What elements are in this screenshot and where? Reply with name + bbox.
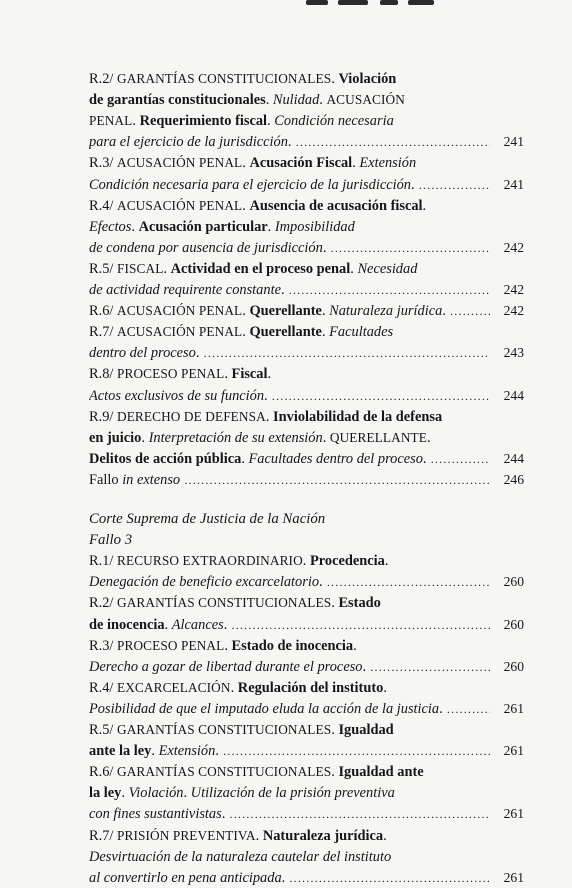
index-entry-line	[89, 572, 524, 592]
entry-label: PENAL	[89, 113, 133, 128]
entry-label: .	[141, 430, 149, 446]
entry-text	[89, 551, 490, 571]
entry-label: .	[422, 198, 427, 214]
entry-text	[89, 301, 490, 321]
entry-label: PROCESO PENAL	[117, 638, 225, 653]
entry-keyword: Requerimiento fiscal	[139, 113, 268, 129]
entry-keyword: Ausencia de acusación fiscal	[249, 198, 423, 214]
entry-subject: de condena por ausencia de jurisdicción	[89, 240, 323, 256]
entry-subject: Necesidad	[357, 261, 418, 277]
entry-text	[89, 238, 490, 258]
entry-keyword: Inviolabilidad de la defensa	[273, 409, 443, 425]
index-entry-line	[89, 657, 524, 677]
page-number: 261	[494, 741, 524, 761]
entry-label: .	[383, 828, 387, 844]
entry-label: Fallo	[89, 472, 123, 488]
index-entry-line	[89, 132, 524, 152]
entry-keyword: de inocencia	[89, 617, 165, 633]
entry-text	[89, 804, 490, 824]
index-entry-line	[89, 551, 524, 571]
entry-label: .	[267, 113, 275, 129]
index-entry-line	[89, 428, 524, 448]
entry-label: EXCARCELACIÓN	[117, 680, 231, 695]
index-entry-line	[89, 868, 524, 888]
entry-text	[89, 657, 490, 677]
page-number: 241	[494, 175, 524, 195]
entry-keyword: Igualdad ante	[338, 764, 424, 780]
entry-text	[89, 615, 490, 635]
page-number: 241	[494, 132, 524, 152]
entry-label: .	[331, 71, 339, 87]
entry-keyword: Fiscal	[231, 366, 268, 382]
entry-label: .	[163, 261, 171, 277]
entry-keyword: en juicio	[89, 430, 142, 446]
index-entry-line	[89, 343, 524, 363]
index-entry-line	[89, 636, 524, 656]
entry-keyword: ante la ley	[89, 743, 152, 759]
page-number: 261	[494, 699, 524, 719]
index-entry-line	[89, 783, 524, 803]
entry-label: R.3/	[89, 638, 117, 654]
entry-keyword: Acusación Fiscal	[249, 155, 353, 171]
entry-label: .	[224, 638, 232, 654]
entry-label: .	[241, 451, 249, 467]
entry-text	[89, 509, 490, 529]
page-number: 261	[494, 868, 524, 888]
index-entry-line	[89, 678, 524, 698]
entry-subject: in extenso	[122, 472, 181, 488]
entry-label: .	[439, 701, 443, 717]
entry-text	[89, 217, 490, 237]
entry-keyword: la ley	[89, 785, 122, 801]
entry-text	[89, 720, 490, 740]
index-entry-line	[89, 280, 524, 300]
index-entry-line	[89, 699, 524, 719]
entry-text	[89, 678, 490, 698]
entry-text	[89, 386, 490, 406]
entry-subject: Facultades	[329, 324, 394, 340]
entry-label: .	[132, 113, 140, 129]
entry-label: GARANTÍAS CONSTITUCIONALES	[117, 595, 332, 610]
entry-subject: Facultades dentro del proceso	[248, 451, 423, 467]
entry-label: .	[422, 451, 427, 467]
entry-label: ACUSACIÓN	[326, 92, 405, 107]
page-number: 260	[494, 615, 524, 635]
index-entry-line	[89, 217, 524, 237]
entry-subject: Posibilidad de que el imputado eluda la acción de la justicia	[89, 701, 440, 717]
entry-keyword: Violación	[338, 71, 397, 87]
entry-label: .	[352, 155, 360, 171]
index-entry-line	[89, 301, 524, 321]
index-entry-line	[89, 449, 524, 469]
entry-label: PROCESO PENAL	[117, 366, 225, 381]
entry-label: R.7/	[89, 324, 117, 340]
entry-label: .	[331, 595, 339, 611]
entry-text	[89, 90, 490, 110]
entry-text	[89, 449, 490, 469]
entry-subject: Extensión	[359, 155, 417, 171]
entry-keyword: Naturaleza jurídica	[262, 828, 384, 844]
entry-subject: Utilización de la prisión preventiva	[190, 785, 395, 801]
index-entry-line	[89, 364, 524, 384]
entry-label: R.3/	[89, 155, 117, 171]
entry-text	[89, 111, 490, 131]
entry-keyword: Igualdad	[338, 722, 394, 738]
entry-keyword: Acusación particular	[138, 219, 268, 235]
entry-subject: Naturaleza jurídica	[329, 303, 443, 319]
index-entry-line	[89, 720, 524, 740]
index-entry-line	[89, 741, 524, 761]
entry-text	[89, 364, 490, 384]
entry-subject: de actividad requirente constante	[89, 282, 281, 298]
entry-subject: Denegación de beneficio excarcelatorio	[89, 574, 320, 590]
entry-text	[89, 868, 490, 888]
entry-label: .	[215, 743, 219, 759]
page-number: 246	[494, 470, 524, 490]
entry-label: FISCAL	[117, 261, 164, 276]
index-entry-line	[89, 69, 524, 89]
entry-label: .	[131, 219, 139, 235]
top-edge-print-mark	[300, 0, 440, 8]
entry-label: R.5/	[89, 261, 117, 277]
index-entry-line	[89, 259, 524, 279]
entry-label: .	[350, 261, 358, 277]
index-entry-line	[89, 322, 524, 342]
entry-subject: Corte Suprema de Justicia de la Nación	[89, 511, 326, 527]
entry-subject: Condición necesaria para el ejercicio de la jurisdicción	[89, 177, 411, 193]
entry-text	[89, 175, 490, 195]
entry-text	[89, 153, 490, 173]
entry-label: .	[442, 303, 446, 319]
entry-label: .	[267, 219, 275, 235]
entry-text	[89, 407, 490, 427]
entry-label: .	[267, 366, 272, 382]
entry-label: .	[302, 553, 310, 569]
entry-label: .	[384, 553, 389, 569]
entry-label: .	[331, 722, 339, 738]
entry-label: DERECHO DE DEFENSA	[117, 409, 266, 424]
entry-keyword: Querellante	[249, 303, 322, 319]
entry-subject: al convertirlo en pena anticipada	[89, 870, 282, 886]
entry-text	[89, 343, 490, 363]
page-number: 260	[494, 657, 524, 677]
index-entry-line	[89, 90, 524, 110]
entry-label: GARANTÍAS CONSTITUCIONALES	[117, 722, 332, 737]
entry-keyword: Estado de inocencia	[231, 638, 354, 654]
entry-label: .	[427, 430, 431, 446]
entry-label: .	[321, 324, 330, 340]
page-number: 244	[494, 386, 524, 406]
entry-label: .	[164, 617, 172, 633]
entry-label: .	[183, 785, 191, 801]
entry-label: R.8/	[89, 366, 117, 382]
page-number: 260	[494, 572, 524, 592]
entry-text	[89, 593, 490, 613]
section-heading	[89, 530, 524, 550]
entry-label: .	[411, 177, 415, 193]
entry-label: .	[242, 198, 250, 214]
entry-label: .	[264, 388, 268, 404]
entry-subject: Extensión	[158, 743, 216, 759]
entry-label: ACUSACIÓN PENAL	[117, 198, 243, 213]
entry-label: .	[242, 303, 250, 319]
index-entry-line	[89, 175, 524, 195]
index-entry-line	[89, 762, 524, 782]
entry-label: .	[287, 134, 292, 150]
entry-text	[89, 530, 490, 550]
index-entry-line	[89, 196, 524, 216]
index-entry-line	[89, 826, 524, 846]
entry-text	[89, 826, 490, 846]
entry-subject: Nulidad	[272, 92, 320, 108]
entry-label: .	[265, 409, 274, 425]
entry-label: R.2/	[89, 595, 117, 611]
index-entry-line	[89, 847, 524, 867]
entry-label: .	[280, 282, 285, 298]
entry-label: .	[281, 870, 286, 886]
entry-keyword: Delitos de acción pública	[89, 451, 242, 467]
entry-subject: Condición necesaria	[274, 113, 394, 129]
entry-label: .	[321, 303, 330, 319]
entry-keyword: Regulación del instituto	[237, 680, 384, 696]
entry-label: ACUSACIÓN PENAL	[117, 303, 243, 318]
entry-label: .	[319, 92, 327, 108]
page-number: 242	[494, 280, 524, 300]
entry-label: GARANTÍAS CONSTITUCIONALES	[117, 71, 332, 86]
page-number: 242	[494, 238, 524, 258]
entry-label: R.6/	[89, 303, 117, 319]
entry-label: R.2/	[89, 71, 117, 87]
entry-label: .	[242, 324, 250, 340]
entry-text	[89, 699, 490, 719]
page-number: 244	[494, 449, 524, 469]
entry-subject: Desvirtuación de la naturaleza cautelar del instituto	[89, 849, 392, 865]
entry-subject: Fallo 3	[89, 532, 133, 548]
entry-subject: Interpretación de su extensión	[148, 430, 323, 446]
index-entry-line	[89, 615, 524, 635]
entry-label: .	[242, 155, 250, 171]
entry-text	[89, 132, 490, 152]
index-entry-line	[89, 153, 524, 173]
page-number: 261	[494, 804, 524, 824]
index-entry-line	[89, 804, 524, 824]
index-entry-line	[89, 470, 524, 490]
entry-text	[89, 762, 490, 782]
entry-text	[89, 783, 490, 803]
entry-label: R.4/	[89, 680, 117, 696]
entry-label: .	[221, 806, 226, 822]
entry-label: .	[362, 659, 367, 675]
entry-keyword: de garantías constitucionales	[89, 92, 266, 108]
entry-subject: Efectos	[89, 219, 132, 235]
entry-label: .	[319, 574, 323, 590]
entry-label: ACUSACIÓN PENAL	[117, 155, 243, 170]
entry-keyword: Procedencia	[309, 553, 385, 569]
entry-label: .	[195, 345, 200, 361]
index-entry-line	[89, 111, 524, 131]
entry-label: .	[255, 828, 263, 844]
page-number: 242	[494, 301, 524, 321]
index-entry-line	[89, 386, 524, 406]
index-entry-line	[89, 593, 524, 613]
entry-label: .	[322, 240, 327, 256]
entry-label: .	[224, 366, 232, 382]
entry-label: QUERELLANTE	[329, 430, 428, 445]
entry-text	[89, 572, 490, 592]
entry-keyword: Querellante	[249, 324, 322, 340]
index-entry-line	[89, 238, 524, 258]
entry-label: .	[353, 638, 357, 654]
entry-text	[89, 280, 490, 300]
entry-label: R.9/	[89, 409, 117, 425]
entry-text	[89, 69, 490, 89]
entry-label: R.1/	[89, 553, 117, 569]
page-number: 243	[494, 343, 524, 363]
entry-label: .	[151, 743, 159, 759]
entry-subject: con fines sustantivistas	[89, 806, 222, 822]
entry-label: GARANTÍAS CONSTITUCIONALES	[117, 764, 332, 779]
entry-label: PRISIÓN PREVENTIVA	[117, 828, 256, 843]
entry-text	[89, 741, 490, 761]
entry-label: .	[383, 680, 387, 696]
entry-label: .	[121, 785, 129, 801]
entry-subject: Actos exclusivos de su función	[89, 388, 265, 404]
entry-text	[89, 259, 490, 279]
entry-subject: Violación	[128, 785, 184, 801]
entry-text	[89, 470, 490, 490]
entry-text	[89, 196, 490, 216]
entry-label: .	[223, 617, 228, 633]
entry-subject: Derecho a gozar de libertad durante el proceso	[89, 659, 363, 675]
entry-label: R.4/	[89, 198, 117, 214]
entry-label: R.6/	[89, 764, 117, 780]
entry-label: .	[331, 764, 339, 780]
entry-text	[89, 428, 490, 448]
entry-label: .	[322, 430, 330, 446]
entry-label: .	[265, 92, 273, 108]
entry-subject: Alcances	[171, 617, 224, 633]
entry-keyword: Actividad en el proceso penal	[170, 261, 351, 277]
index-entry-line	[89, 407, 524, 427]
entry-label: R.5/	[89, 722, 117, 738]
entry-label: RECURSO EXTRAORDINARIO	[117, 553, 303, 568]
entry-text	[89, 847, 490, 867]
entry-subject: dentro del proceso	[89, 345, 196, 361]
entry-label: ACUSACIÓN PENAL	[117, 324, 243, 339]
entry-text	[89, 322, 490, 342]
entry-subject: para el ejercicio de la jurisdicción	[89, 134, 288, 150]
entry-label: .	[230, 680, 238, 696]
entry-text	[89, 636, 490, 656]
entry-label: R.7/	[89, 828, 117, 844]
entry-keyword: Estado	[338, 595, 381, 611]
entry-subject: Imposibilidad	[274, 219, 355, 235]
section-heading	[89, 509, 524, 529]
